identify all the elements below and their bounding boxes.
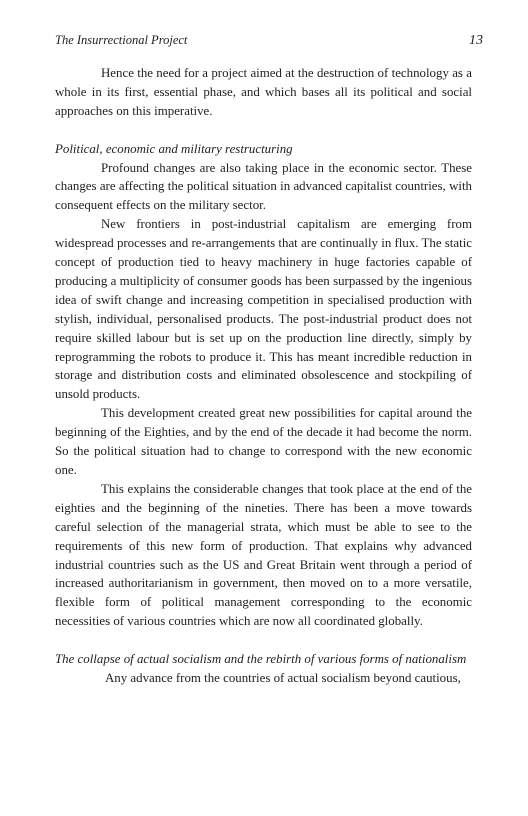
section-heading: The collapse of actual socialism and the rebirth of various forms of nationalism xyxy=(55,652,467,667)
running-title: The Insurrectional Project xyxy=(55,33,188,47)
paragraph: Profound changes are also taking place in the economic sector. These changes are affecting the political situation in advanced capitalist countries, with consequent effects on the military sector. xyxy=(55,160,472,213)
page-number: 13 xyxy=(469,33,483,48)
spacer xyxy=(55,121,472,140)
body-text xyxy=(55,64,472,688)
section-heading: Political, economic and military restructuring xyxy=(55,141,293,156)
spacer xyxy=(55,631,472,650)
paragraph: Any advance from the countries of actual socialism beyond cautious, xyxy=(105,670,461,685)
paragraph: Hence the need for a project aimed at the destruction of technology as a whole in its first, essential phase, and which bases all its political and social approaches on this imperative. xyxy=(55,66,472,118)
running-header xyxy=(55,33,483,53)
paragraph: New frontiers in post-industrial capitalism are emerging from widespread processes and re-arrangements that are continually in flux. The static concept of production tied to heavy machinery in huge factories capable of producing a multiplicity of consumer goods has been surpassed by the ingenious idea of swift change and increasing competition in specialised production with stylish, individual, personalised products. The post-industrial product does not require skilled labour but is set up on the production line directly, simply by reprogramming the robots to produce it. This has meant incredible reduction in storage and distribution costs and eliminated obsolescence and stockpiling of unsold products. xyxy=(55,217,472,402)
paragraph: This development created great new possibilities for capital around the beginning of the Eighties, and by the end of the decade it had become the norm. So the political situation had to change to correspond with the new economic one. xyxy=(55,406,472,478)
paragraph: This explains the considerable changes that took place at the end of the eighties and the beginning of the nineties. There has been a move towards careful selection of the managerial strata, which must be able to see to the requirements of this new form of production. That explains why advanced industrial countries such as the US and Great Britain went through a period of increased authoritarianism in government, then moved on to a more versatile, flexible form of political management corresponding to the economic necessities of various countries which are now all coordinated globally. xyxy=(55,481,472,629)
